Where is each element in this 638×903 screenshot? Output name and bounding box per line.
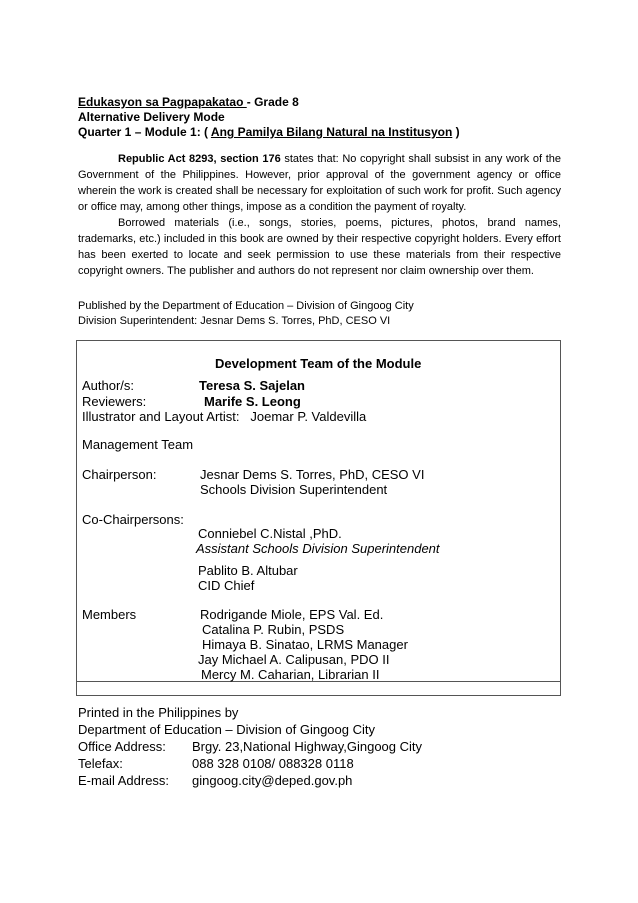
delivery-mode: Alternative Delivery Mode: [78, 110, 225, 124]
chairperson-title: Schools Division Superintendent: [200, 482, 388, 497]
division-superintendent: Division Superintendent: Jesnar Dems S. Torres, PhD, CESO VI: [78, 315, 391, 327]
republic-act-text: states that: No copyright shall subsist in any work of the Government of the Philippines. However, prior approval of the government agency or office wherein the work is created shall be necessary for exploitation of such work for profit. Such agency or office may, among other things, impose as a condition the payment of royalty.: [78, 153, 561, 213]
module-title: Ang Pamilya Bilang Natural na Institusyon: [210, 125, 453, 139]
cochair-name-1: Conniebel C.Nistal ,PhD.: [198, 526, 342, 541]
printed-in: Printed in the Philippines by: [78, 705, 239, 720]
telefax-value: 088 328 0108/ 088328 0118: [192, 756, 354, 771]
telefax-label: Telefax:: [78, 756, 123, 771]
member-item: Jay Michael A. Calipusan, PDO II: [198, 652, 390, 667]
borrowed-materials-paragraph: Borrowed materials (i.e., songs, stories, poems, pictures, photos, brand names, trademarks, etc.) included in this book are owned by their respective copyright holders. Every effort has been exerted to locate and seek permission to use these materials from their respective copyright owners. The publisher and authors do not represent nor claim ownership over them.: [78, 217, 561, 277]
member-item: Rodrigande Miole, EPS Val. Ed.: [200, 607, 384, 622]
cochair-title-2: CID Chief: [198, 578, 255, 593]
development-team-title: Development Team of the Module: [215, 356, 422, 371]
cochair-name-2: Pablito B. Altubar: [198, 563, 298, 578]
cochairpersons-label: Co-Chairpersons:: [82, 512, 184, 527]
copyright-notice: [78, 151, 561, 279]
quarter-suffix: ): [452, 125, 460, 139]
published-by: Published by the Department of Education – Division of Gingoog City: [78, 300, 414, 312]
office-address-value: Brgy. 23,National Highway,Gingoog City: [192, 739, 423, 754]
member-item: Catalina P. Rubin, PSDS: [202, 622, 345, 637]
reviewers-value: Marife S. Leong: [204, 394, 301, 409]
chairperson-name: Jesnar Dems S. Torres, PhD, CESO VI: [200, 467, 425, 482]
republic-act-reference: Republic Act 8293, section 176: [118, 153, 281, 165]
footer-department: Department of Education – Division of Gingoog City: [78, 722, 375, 737]
office-address-label: Office Address:: [78, 739, 166, 754]
members-label: Members: [82, 607, 137, 622]
member-item: Himaya B. Sinatao, LRMS Manager: [202, 637, 408, 652]
reviewers-label: Reviewers:: [82, 394, 147, 409]
quarter-prefix: Quarter 1 – Module 1: (: [78, 125, 211, 139]
authors-value: Teresa S. Sajelan: [199, 378, 305, 393]
grade-label: - Grade 8: [246, 95, 299, 109]
chairperson-label: Chairperson:: [82, 467, 157, 482]
email-label: E-mail Address:: [78, 773, 170, 788]
authors-label: Author/s:: [82, 378, 135, 393]
member-item: Mercy M. Caharian, Librarian II: [201, 667, 380, 682]
management-team-heading: Management Team: [82, 437, 194, 452]
illustrator-line: Illustrator and Layout Artist: Joemar P. Valdevilla: [82, 409, 367, 424]
quarter-module-line: [78, 125, 460, 140]
cochair-title-1: Assistant Schools Division Superintendent: [196, 541, 440, 556]
email-value: gingoog.city@deped.gov.ph: [192, 773, 353, 788]
republic-act-paragraph: [78, 151, 561, 215]
subject-title: Edukasyon sa Pagpapakatao: [78, 95, 247, 109]
subject-line: [78, 95, 299, 110]
